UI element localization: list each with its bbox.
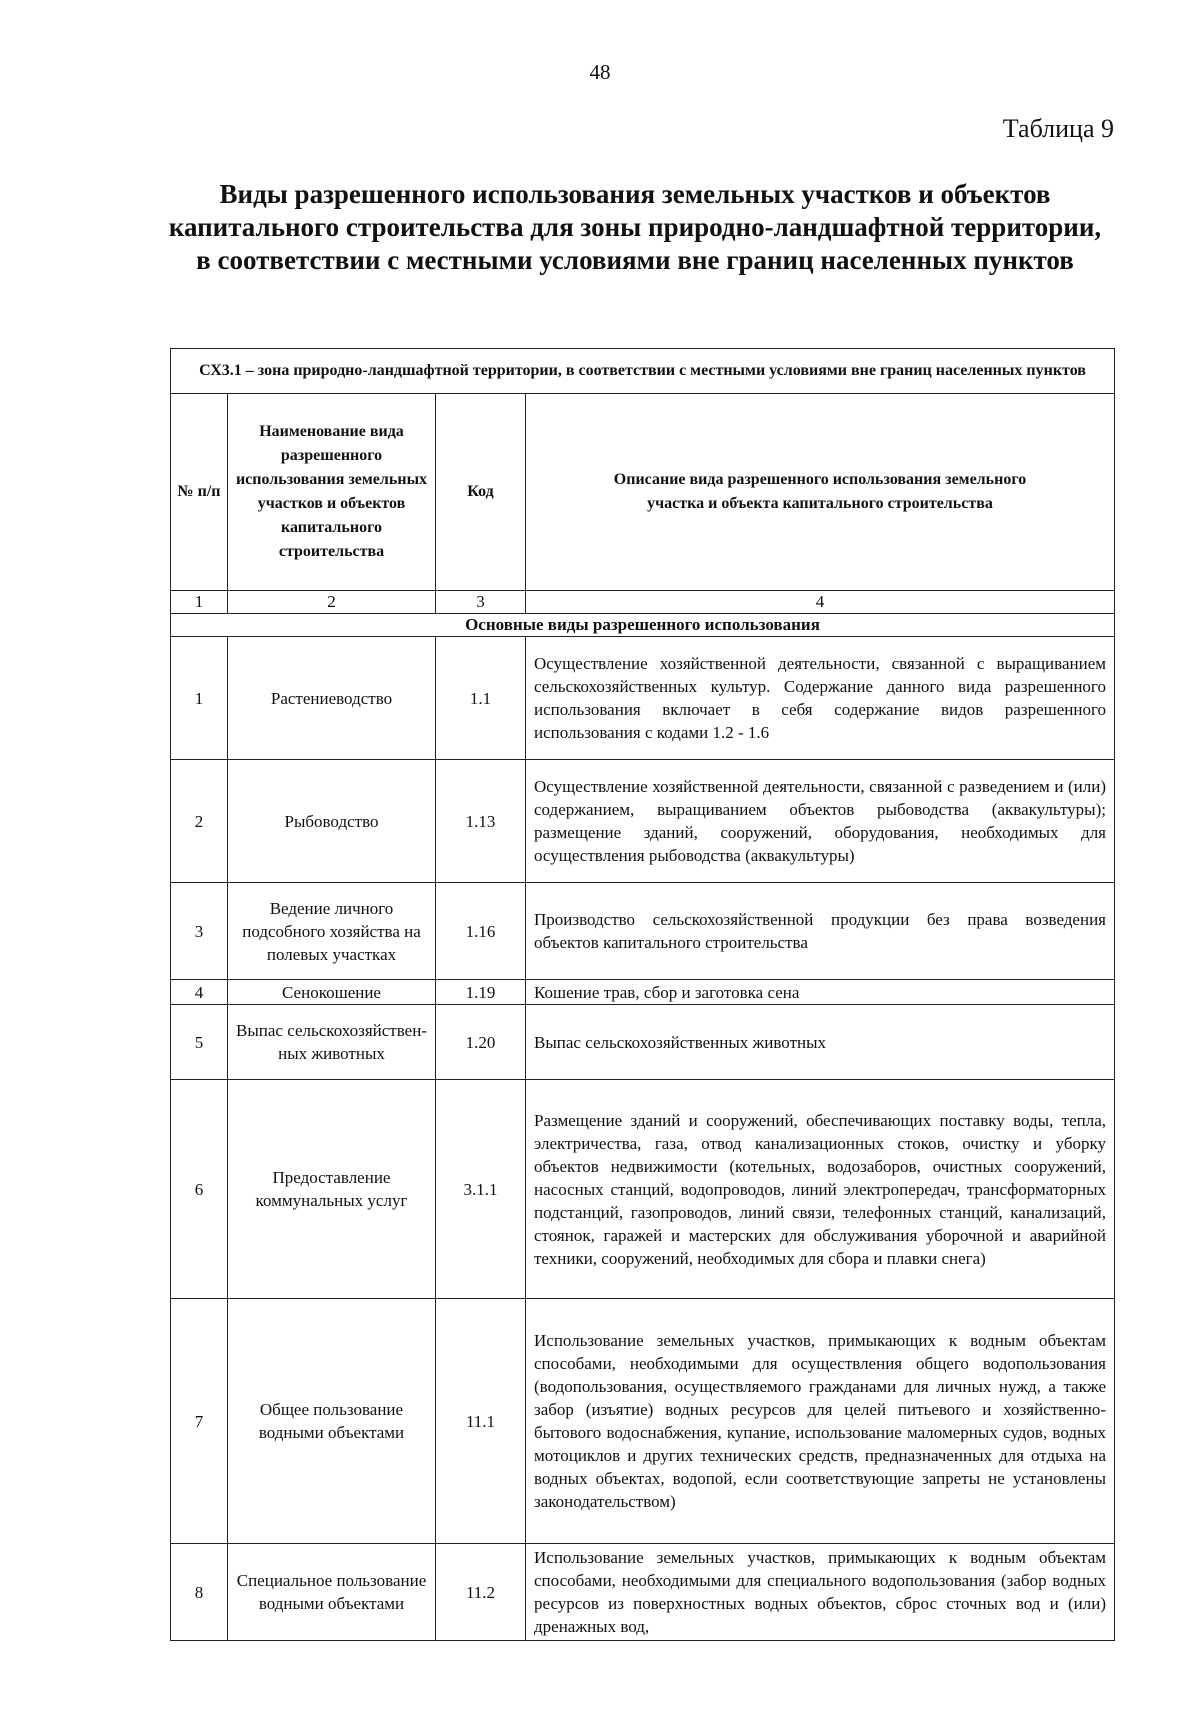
row-description: Использование земельных участков, примыкающих к водным объектам способами, необходимыми для специального водопользования (забор водных ресурсов из поверхностных водных объектов, сброс сточных вод и (или) дренажных вод, — [526, 1544, 1115, 1641]
table-row — [171, 1544, 1115, 1641]
row-number: 2 — [171, 760, 228, 883]
column-header-description: Описание вида разрешенного использования земельного участка и объекта капитального строительства — [526, 394, 1115, 591]
row-description: Кошение трав, сбор и заготовка сена — [526, 980, 1115, 1005]
row-code: 3.1.1 — [436, 1080, 526, 1299]
column-header-code: Код — [436, 394, 526, 591]
column-number: 1 — [171, 591, 228, 614]
column-number: 4 — [526, 591, 1115, 614]
row-number: 6 — [171, 1080, 228, 1299]
row-code: 1.1 — [436, 637, 526, 760]
table-row — [171, 1299, 1115, 1544]
row-code: 1.20 — [436, 1005, 526, 1080]
row-name: Общее пользование водными объектами — [228, 1299, 436, 1544]
row-name: Специальное пользование водными объектами — [228, 1544, 436, 1641]
row-number: 3 — [171, 883, 228, 980]
row-code: 11.1 — [436, 1299, 526, 1544]
land-use-table — [170, 348, 1115, 1641]
column-number: 2 — [228, 591, 436, 614]
row-number: 1 — [171, 637, 228, 760]
row-number: 8 — [171, 1544, 228, 1641]
page-number: 48 — [589, 60, 611, 84]
table-row — [171, 980, 1115, 1005]
column-number-row — [171, 591, 1115, 614]
row-description: Осуществление хозяйственной деятельности, связанной с разведением и (или) содержанием, выращиванием объектов рыбоводства (аквакультуры); размещение зданий, сооружений, оборудования, необходимых для осуществления рыбоводства (аквакультуры) — [526, 760, 1115, 883]
row-name: Растениеводство — [228, 637, 436, 760]
zone-header-row — [171, 349, 1115, 394]
table-row — [171, 1080, 1115, 1299]
row-number: 4 — [171, 980, 228, 1005]
document-title: Виды разрешенного использования земельных участков и объектов капитального строительства для зоны природно-ландшафтной территории, в соответствии с местными условиями вне границ населенных пунктов — [168, 179, 1102, 275]
row-description: Выпас сельскохозяйственных животных — [526, 1005, 1115, 1080]
row-number: 5 — [171, 1005, 228, 1080]
row-code: 11.2 — [436, 1544, 526, 1641]
row-name: Рыбоводство — [228, 760, 436, 883]
table-row — [171, 1005, 1115, 1080]
section-title: Основные виды разрешенного использования — [171, 614, 1115, 637]
row-number: 7 — [171, 1299, 228, 1544]
table-row — [171, 883, 1115, 980]
table-label: Таблица 9 — [1002, 114, 1114, 143]
row-code: 1.13 — [436, 760, 526, 883]
row-description: Использование земельных участков, примыкающих к водным объектам способами, необходимыми для осуществления общего водопользования (водопользования, осуществляемого гражданами для личных нужд, а также забор (изъятие) водных ресурсов для целей питьевого и хозяйственно-бытового водоснабжения, купание, использование маломерных судов, водных мотоциклов и других технических средств, предназначенных для отдыха на водных объектах, водопой, если соответствующие запреты не установлены законодательством) — [526, 1299, 1115, 1544]
row-name: Сенокошение — [228, 980, 436, 1005]
row-description: Размещение зданий и сооружений, обеспечивающих поставку воды, тепла, электричества, газа, отвод канализационных стоков, очистку и уборку объектов недвижимости (котельных, водозаборов, очистных сооружений, насосных станций, водопроводов, линий электропередач, трансформаторных подстанций, газопроводов, линий связи, телефонных станций, канализаций, стоянок, гаражей и мастерских для обслуживания уборочной и аварийной техники, сооружений, необходимых для сбора и плавки снега) — [526, 1080, 1115, 1299]
column-header-number: № п/п — [171, 394, 228, 591]
table-row — [171, 637, 1115, 760]
row-code: 1.16 — [436, 883, 526, 980]
row-description: Осуществление хозяйственной деятельности, связанной с выращиванием сельскохозяйственных культур. Содержание данного вида разрешенного использования включает в себя содержание видов разрешенного использования с кодами 1.2 - 1.6 — [526, 637, 1115, 760]
column-header-row — [171, 394, 1115, 591]
zone-header: СХ3.1 – зона природно-ландшафтной территории, в соответствии с местными условиями вне границ населенных пунктов — [171, 349, 1115, 394]
column-header-name: Наименование вида разрешенного использования земельных участков и объектов капитального строительства — [228, 394, 436, 591]
section-row — [171, 614, 1115, 637]
row-code: 1.19 — [436, 980, 526, 1005]
column-number: 3 — [436, 591, 526, 614]
row-name: Предоставление коммунальных услуг — [228, 1080, 436, 1299]
row-description: Производство сельскохозяйственной продукции без права возведения объектов капитального строительства — [526, 883, 1115, 980]
table-row — [171, 760, 1115, 883]
row-name: Выпас сельскохозяйствен-ных животных — [228, 1005, 436, 1080]
row-name: Ведение личного подсобного хозяйства на полевых участках — [228, 883, 436, 980]
